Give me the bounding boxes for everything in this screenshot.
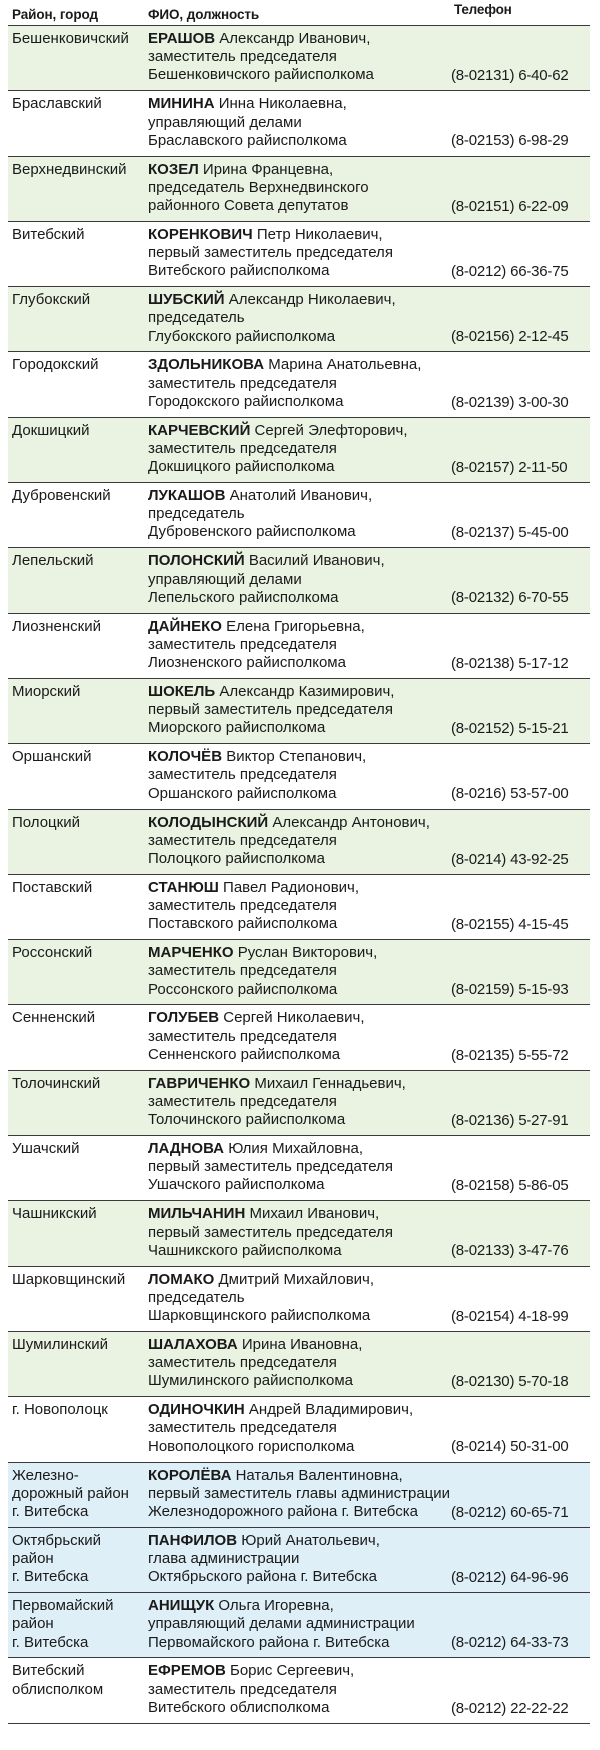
person-cell [148, 1205, 451, 1265]
region-cell [8, 1205, 148, 1265]
person-name [148, 748, 451, 766]
contacts-table [8, 0, 590, 1724]
person-surname: ЕРАШОВ [148, 30, 216, 47]
position-line-1: председатель Верхнедвинского [148, 178, 369, 196]
region-name: Дубровенский [12, 487, 111, 505]
person-cell [148, 1271, 451, 1331]
person-name [148, 356, 451, 374]
person-name [148, 30, 451, 48]
table-row [8, 744, 590, 809]
phone-number: (8-0212) 64-96-96 [451, 1568, 569, 1586]
person-cell [148, 1075, 451, 1135]
person-given-name: Михаил Иванович, [245, 1205, 380, 1223]
position-line-1: первый заместитель председателя [148, 1223, 393, 1241]
table-row [8, 940, 590, 1005]
region-cell [8, 95, 148, 155]
phone-cell [451, 1662, 590, 1722]
table-row [8, 1005, 590, 1070]
person-surname: ОДИНОЧКИН [148, 1401, 245, 1419]
region-name: Городокский [12, 356, 99, 374]
region-name: Браславский [12, 95, 102, 113]
person-surname: СТАНЮШ [148, 878, 219, 896]
table-row [8, 1528, 590, 1593]
person-cell [148, 161, 451, 221]
phone-cell [451, 944, 590, 1004]
phone-number: (8-02153) 6-98-29 [451, 132, 569, 150]
person-given-name: Наталья Валентиновна, [231, 1466, 403, 1484]
phone-cell [451, 1271, 590, 1331]
table-row [8, 157, 590, 222]
person-name [148, 1597, 451, 1615]
phone-cell [451, 1205, 590, 1265]
position-line-1: заместитель председателя [148, 48, 337, 66]
table-row [8, 418, 590, 483]
region-cell [8, 814, 148, 874]
region-name: Шарковщинский [12, 1270, 126, 1288]
phone-cell [451, 1336, 590, 1396]
person-surname: МАРЧЕНКО [148, 944, 234, 962]
region-name: Чашникский [12, 1205, 97, 1223]
position-line-1: заместитель председателя [148, 962, 337, 980]
region-cell [8, 1401, 148, 1461]
region-name: Верхнедвинский [12, 160, 127, 178]
position-line-1: управляющий делами [148, 570, 302, 588]
table-row [8, 1593, 590, 1658]
position-line-2: Витебского райисполкома [148, 262, 330, 280]
person-given-name: Сергей Николаевич, [219, 1009, 365, 1027]
person-surname: ЕФРЕМОВ [148, 1662, 226, 1680]
phone-number: (8-0212) 60-65-71 [451, 1503, 569, 1521]
position-line-2: Поставского райисполкома [148, 915, 338, 933]
phone-number: (8-02131) 6-40-62 [451, 67, 569, 85]
person-name [148, 1336, 451, 1354]
person-name [148, 944, 451, 962]
region-name: Витебский [12, 225, 85, 243]
table-row [8, 483, 590, 548]
table-row [8, 1267, 590, 1332]
person-given-name: Виктор Степанович, [222, 748, 367, 766]
region-name: Оршанский [12, 748, 92, 766]
position-line-1: заместитель председателя [148, 374, 337, 392]
phone-number: (8-02159) 5-15-93 [451, 981, 569, 999]
position-line-1: первый заместитель председателя [148, 701, 393, 719]
person-name [148, 1401, 451, 1419]
position-line-1: управляющий делами [148, 113, 302, 131]
table-row [8, 1201, 590, 1266]
person-cell [148, 552, 451, 612]
region-name: Россонский [12, 944, 93, 962]
position-line-2: Железнодорожного района г. Витебска [148, 1502, 418, 1520]
phone-number: (8-02158) 5-86-05 [451, 1177, 569, 1195]
person-cell [148, 30, 451, 90]
person-name [148, 422, 451, 440]
table-row [8, 810, 590, 875]
position-line-2: Бешенковичского райисполкома [148, 66, 374, 84]
person-given-name: Дмитрий Михайлович, [214, 1270, 375, 1288]
person-surname: КАРЧЕВСКИЙ [148, 421, 251, 439]
region-name: Шумилинский [12, 1335, 109, 1353]
table-row [8, 875, 590, 940]
position-line-1: управляющий делами администрации [148, 1615, 415, 1633]
person-name [148, 1205, 451, 1223]
region-name: Полоцкий [12, 813, 80, 831]
phone-number: (8-02155) 4-15-45 [451, 915, 569, 933]
region-name: г. Новополоцк [12, 1401, 108, 1419]
region-name: Лепельский [12, 552, 94, 570]
person-cell [148, 1336, 451, 1396]
person-cell [148, 487, 451, 547]
table-row [8, 1658, 590, 1723]
phone-cell [451, 1597, 590, 1657]
person-name [148, 1467, 451, 1485]
phone-cell [451, 552, 590, 612]
person-given-name: Ирина Францевна, [198, 160, 334, 178]
person-surname: ЛОМАКО [148, 1270, 215, 1288]
phone-cell [451, 879, 590, 939]
phone-cell [451, 161, 590, 221]
position-line-2: Шарковщинского райисполкома [148, 1307, 371, 1325]
region-cell [8, 618, 148, 678]
phone-number: (8-02156) 2-12-45 [451, 328, 569, 346]
phone-cell [451, 226, 590, 286]
region-cell [8, 552, 148, 612]
position-line-2: Сенненского райисполкома [148, 1045, 341, 1063]
person-given-name: Александр Иванович, [215, 30, 371, 47]
phone-number: (8-0216) 53-57-00 [451, 785, 569, 803]
header-phone: Телефон [454, 2, 512, 17]
position-line-1: заместитель председателя [148, 766, 337, 784]
person-surname: МИЛЬЧАНИН [148, 1205, 246, 1223]
phone-number: (8-02135) 5-55-72 [451, 1046, 569, 1064]
person-surname: ДАЙНЕКО [148, 617, 222, 635]
position-line-1: заместитель председателя [148, 1419, 337, 1437]
person-cell [148, 1140, 451, 1200]
region-cell [8, 1271, 148, 1331]
phone-cell [451, 1532, 590, 1592]
position-line-2: Миорского райисполкома [148, 719, 326, 737]
person-surname: ПОЛОНСКИЙ [148, 552, 245, 570]
person-name [148, 161, 451, 179]
person-given-name: Юлия Михайловна, [224, 1140, 364, 1158]
person-given-name: Борис Сергеевич, [225, 1662, 355, 1680]
table-row [8, 287, 590, 352]
person-name [148, 1271, 451, 1289]
region-cell [8, 1140, 148, 1200]
person-surname: ШУБСКИЙ [148, 291, 225, 309]
region-name: Докшицкий [12, 421, 90, 439]
position-line-1: заместитель председателя [148, 1092, 337, 1110]
person-cell [148, 226, 451, 286]
phone-cell [451, 1075, 590, 1135]
position-line-1: первый заместитель председателя [148, 1158, 393, 1176]
region-name: Ушачский [12, 1140, 80, 1158]
person-given-name: Юрий Анатольевич, [237, 1531, 380, 1549]
person-surname: ЛУКАШОВ [148, 487, 226, 505]
position-line-2: Витебского облисполкома [148, 1698, 330, 1716]
person-surname: ПАНФИЛОВ [148, 1531, 238, 1549]
table-row [8, 1463, 590, 1528]
position-line-2: Толочинского райисполкома [148, 1111, 346, 1129]
person-surname: ШАЛАХОВА [148, 1335, 238, 1353]
person-cell [148, 1662, 451, 1722]
person-given-name: Сергей Элефторович, [250, 421, 408, 439]
table-row [8, 548, 590, 613]
position-line-2: Городокского райисполкома [148, 392, 344, 410]
position-line-2: Шумилинского райисполкома [148, 1372, 353, 1390]
region-cell [8, 226, 148, 286]
phone-number: (8-0214) 43-92-25 [451, 850, 569, 868]
phone-number: (8-0212) 66-36-75 [451, 262, 569, 280]
table-header [8, 0, 590, 26]
position-line-1: председатель [148, 1288, 245, 1306]
position-line-1: заместитель председателя [148, 831, 337, 849]
person-given-name: Марина Анатольевна, [264, 356, 422, 374]
person-surname: КОРЕНКОВИЧ [148, 225, 253, 243]
person-surname: ГОЛУБЕВ [148, 1009, 220, 1027]
table-row [8, 614, 590, 679]
person-cell [148, 748, 451, 808]
person-given-name: Петр Николаевич, [252, 225, 383, 243]
phone-cell [451, 683, 590, 743]
position-line-1: первый заместитель главы администрации [148, 1484, 451, 1502]
phone-cell [451, 1140, 590, 1200]
region-cell [8, 683, 148, 743]
position-line-1: первый заместитель председателя [148, 244, 393, 262]
person-name [148, 226, 451, 244]
region-name: Октябрьский район г. Витебска [12, 1531, 101, 1586]
person-surname: КОРОЛЁВА [148, 1466, 232, 1484]
phone-number: (8-02130) 5-70-18 [451, 1373, 569, 1391]
phone-cell [451, 422, 590, 482]
person-name [148, 683, 451, 701]
person-cell [148, 291, 451, 351]
person-given-name: Инна Николаевна, [214, 95, 347, 113]
position-line-2: Браславского райисполкома [148, 131, 347, 149]
phone-number: (8-0212) 22-22-22 [451, 1699, 569, 1717]
position-line-1: председатель [148, 309, 245, 327]
phone-cell [451, 95, 590, 155]
region-cell [8, 487, 148, 547]
phone-number: (8-02151) 6-22-09 [451, 197, 569, 215]
header-region: Район, город [12, 7, 98, 22]
position-line-2: Чашникского райисполкома [148, 1241, 342, 1259]
person-name [148, 1140, 451, 1158]
person-name [148, 552, 451, 570]
position-line-2: Россонского райисполкома [148, 980, 338, 998]
position-line-2: Полоцкого райисполкома [148, 849, 325, 867]
region-cell [8, 161, 148, 221]
phone-number: (8-02139) 3-00-30 [451, 393, 569, 411]
position-line-2: Лиозненского райисполкома [148, 654, 346, 672]
table-row [8, 1136, 590, 1201]
person-cell [148, 944, 451, 1004]
region-cell [8, 879, 148, 939]
person-surname: КОЛОДЫНСКИЙ [148, 813, 269, 831]
region-cell [8, 1467, 148, 1527]
region-name: Бешенковичский [12, 30, 129, 47]
phone-cell [451, 814, 590, 874]
person-given-name: Михаил Геннадьевич, [250, 1074, 406, 1092]
position-line-1: заместитель председателя [148, 897, 337, 915]
person-name [148, 879, 451, 897]
person-name [148, 1532, 451, 1550]
person-given-name: Василий Иванович, [244, 552, 385, 570]
region-cell [8, 1532, 148, 1592]
table-row [8, 1071, 590, 1136]
person-surname: КОЗЕЛ [148, 160, 199, 178]
region-cell [8, 30, 148, 90]
person-name [148, 814, 451, 832]
person-cell [148, 1401, 451, 1461]
person-given-name: Александр Николаевич, [224, 291, 396, 309]
person-cell [148, 422, 451, 482]
person-given-name: Александр Казимирович, [215, 682, 395, 700]
position-line-2: районного Совета депутатов [148, 197, 349, 214]
person-surname: ЗДОЛЬНИКОВА [148, 356, 265, 374]
position-line-1: председатель [148, 505, 245, 523]
phone-cell [451, 356, 590, 416]
table-row [8, 679, 590, 744]
position-line-2: Октябрьского района г. Витебска [148, 1568, 377, 1586]
table-row [8, 1332, 590, 1397]
phone-cell [451, 30, 590, 90]
region-cell [8, 748, 148, 808]
region-cell [8, 1336, 148, 1396]
person-surname: АНИЩУК [148, 1597, 215, 1615]
position-line-2: Дубровенского райисполкома [148, 523, 356, 541]
person-cell [148, 95, 451, 155]
table-row [8, 1397, 590, 1462]
region-cell [8, 944, 148, 1004]
person-cell [148, 683, 451, 743]
person-name [148, 95, 451, 113]
table-body [8, 26, 590, 1724]
person-given-name: Ольга Игоревна, [214, 1597, 334, 1615]
person-surname: МИНИНА [148, 95, 215, 113]
person-given-name: Анатолий Иванович, [225, 487, 373, 505]
person-name [148, 1009, 451, 1027]
person-given-name: Андрей Владимирович, [244, 1401, 414, 1419]
region-cell [8, 1075, 148, 1135]
region-cell [8, 422, 148, 482]
table-row [8, 26, 590, 91]
phone-cell [451, 487, 590, 547]
region-name: Витебский облисполком [12, 1662, 104, 1698]
person-name [148, 1662, 451, 1680]
phone-number: (8-0214) 50-31-00 [451, 1438, 569, 1456]
region-cell [8, 1597, 148, 1657]
person-given-name: Александр Антонович, [268, 813, 430, 831]
region-cell [8, 356, 148, 416]
phone-number: (8-0212) 64-33-73 [451, 1634, 569, 1652]
position-line-2: Ушачского райисполкома [148, 1176, 325, 1194]
phone-number: (8-02132) 6-70-55 [451, 589, 569, 607]
phone-cell [451, 1009, 590, 1069]
phone-number: (8-02137) 5-45-00 [451, 524, 569, 542]
position-line-2: Первомайского района г. Витебска [148, 1633, 390, 1651]
person-name [148, 487, 451, 505]
person-cell [148, 1467, 451, 1527]
position-line-1: заместитель председателя [148, 1027, 337, 1045]
person-name [148, 291, 451, 309]
region-cell [8, 1009, 148, 1069]
phone-number: (8-02152) 5-15-21 [451, 720, 569, 738]
person-given-name: Павел Радионович, [218, 878, 360, 896]
position-line-2: Докшицкого райисполкома [148, 458, 335, 476]
region-name: Сенненский [12, 1009, 96, 1027]
phone-number: (8-02138) 5-17-12 [451, 654, 569, 672]
table-row [8, 91, 590, 156]
header-person: ФИО, должность [148, 7, 260, 22]
person-surname: ГАВРИЧЕНКО [148, 1074, 251, 1092]
person-cell [148, 1009, 451, 1069]
region-name: Железно- дорожный район г. Витебска [12, 1466, 129, 1520]
region-name: Лиозненский [12, 617, 102, 635]
position-line-2: Глубокского райисполкома [148, 327, 336, 345]
phone-cell [451, 748, 590, 808]
region-cell [8, 291, 148, 351]
person-cell [148, 618, 451, 678]
person-given-name: Ирина Ивановна, [237, 1335, 363, 1353]
phone-number: (8-02136) 5-27-91 [451, 1111, 569, 1129]
position-line-2: Оршанского райисполкома [148, 784, 337, 802]
table-row [8, 222, 590, 287]
person-surname: ЛАДНОВА [148, 1140, 225, 1158]
region-name: Первомайский район г. Витебска [12, 1597, 114, 1651]
position-line-2: Лепельского райисполкома [148, 588, 339, 606]
position-line-1: глава администрации [148, 1550, 300, 1568]
person-surname: КОЛОЧЁВ [148, 748, 223, 766]
phone-cell [451, 291, 590, 351]
phone-cell [451, 1467, 590, 1527]
phone-cell [451, 618, 590, 678]
position-line-1: заместитель председателя [148, 635, 337, 653]
person-surname: ШОКЕЛЬ [148, 682, 216, 700]
region-cell [8, 1662, 148, 1722]
table-row [8, 352, 590, 417]
person-name [148, 1075, 451, 1093]
position-line-2: Новополоцкого горисполкома [148, 1437, 355, 1455]
phone-number: (8-02154) 4-18-99 [451, 1307, 569, 1325]
phone-number: (8-02133) 3-47-76 [451, 1242, 569, 1260]
person-cell [148, 1597, 451, 1657]
person-cell [148, 879, 451, 939]
region-name: Миорский [12, 682, 81, 700]
region-name: Толочинский [12, 1074, 101, 1092]
position-line-1: заместитель председателя [148, 1354, 337, 1372]
person-name [148, 618, 451, 636]
phone-cell [451, 1401, 590, 1461]
person-given-name: Елена Григорьевна, [221, 617, 365, 635]
position-line-1: заместитель председателя [148, 439, 337, 457]
phone-number: (8-02157) 2-11-50 [451, 458, 568, 476]
position-line-1: заместитель председателя [148, 1680, 337, 1698]
region-name: Глубокский [12, 291, 91, 309]
person-cell [148, 814, 451, 874]
person-cell [148, 1532, 451, 1592]
person-cell [148, 356, 451, 416]
region-name: Поставский [12, 878, 93, 896]
person-given-name: Руслан Викторович, [233, 944, 378, 962]
